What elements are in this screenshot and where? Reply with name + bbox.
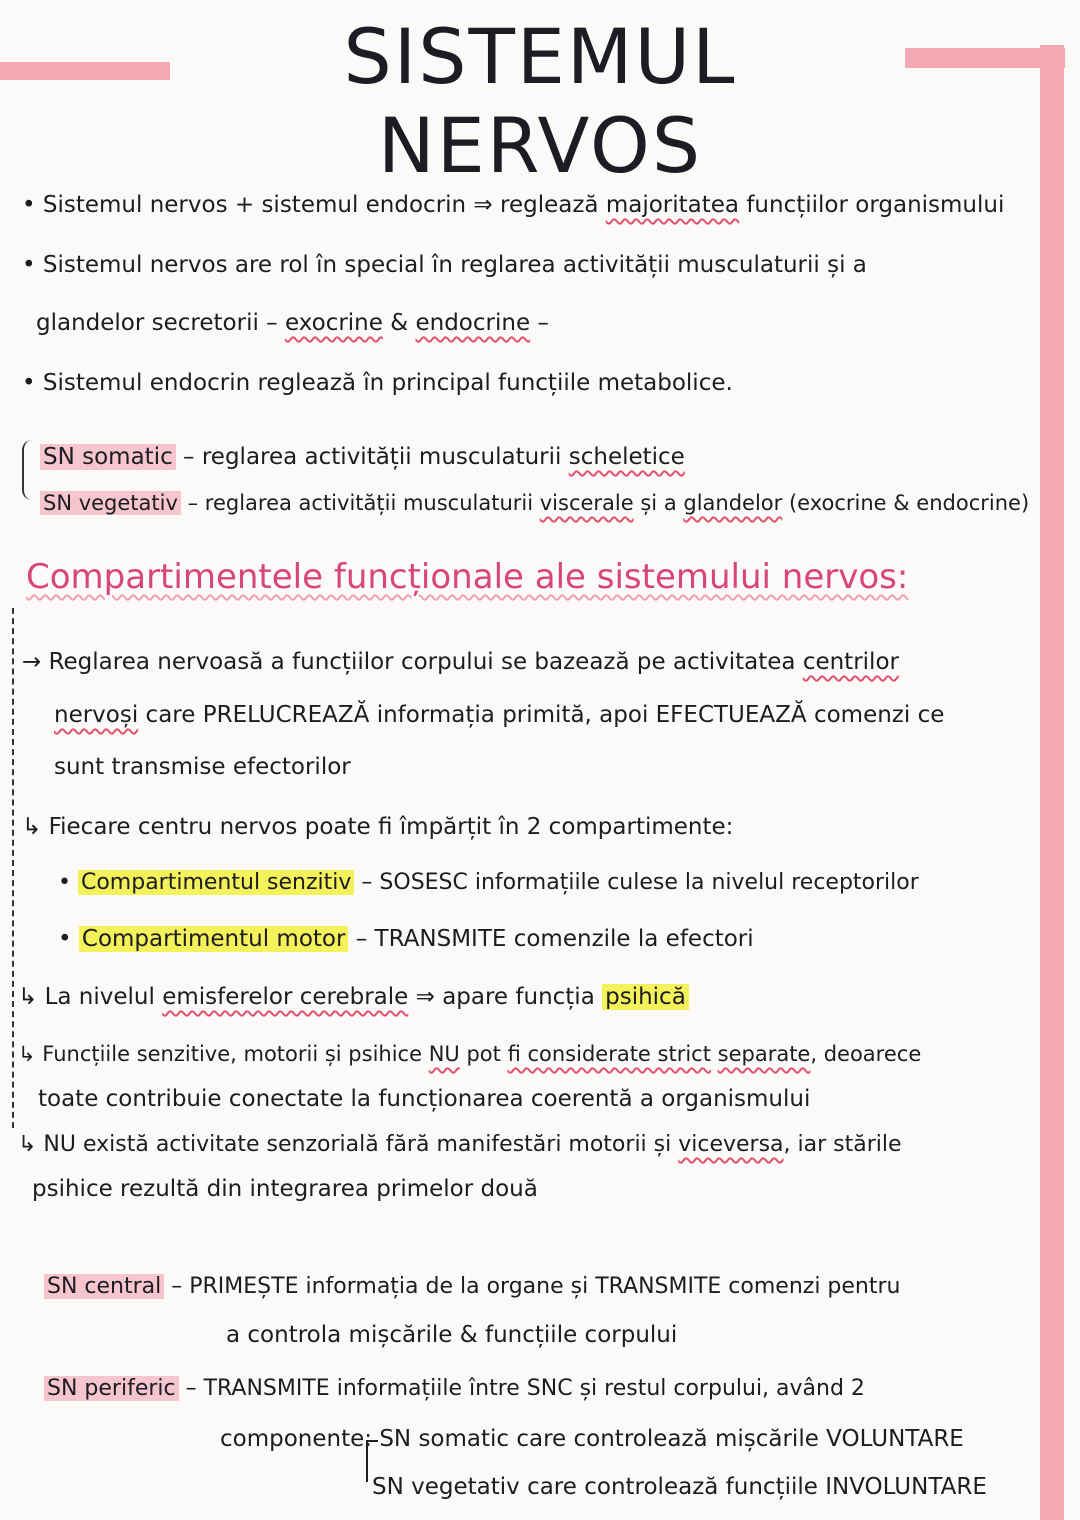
text-segment: psihice rezultă din integrarea primelor două — [32, 1176, 538, 1202]
pink-highlight: SN central — [44, 1274, 164, 1299]
note-line — [22, 248, 867, 282]
text-segment: , iar stările — [783, 1132, 902, 1157]
underlined-text: nervoși — [54, 702, 139, 728]
text-segment: – TRANSMITE comenzile la efectori — [348, 926, 754, 952]
note-line — [22, 366, 733, 400]
note-line — [36, 306, 549, 340]
underlined-text: majoritatea — [605, 192, 740, 218]
text-segment: – TRANSMITE informațiile între SNC și restul corpului, având 2 — [178, 1376, 865, 1401]
margin-accent — [1040, 45, 1064, 1520]
text-segment: – reglarea activității musculaturii — [180, 491, 540, 515]
text-segment: – SOSESC informațiile culese la nivelul receptorilor — [354, 870, 919, 895]
pink-highlight: SN vegetativ — [40, 491, 181, 515]
note-line — [226, 1318, 677, 1352]
note-line — [22, 188, 1004, 222]
text-segment: • — [58, 926, 79, 952]
note-line — [22, 645, 899, 679]
text-segment: ↳ NU există activitate senzorială fără manifestări motorii și — [18, 1132, 679, 1157]
text-segment: ↳ Fiecare centru nervos poate fi împărțit în 2 compartimente: — [22, 814, 734, 840]
text-segment: ↳ La nivelul — [18, 984, 163, 1010]
note-line — [44, 1372, 865, 1406]
note-line — [18, 1128, 902, 1162]
text-segment: SN vegetativ care controlează funcțiile INVOLUNTARE — [372, 1474, 987, 1500]
text-segment: și a — [633, 491, 684, 515]
text-segment: – — [530, 310, 549, 336]
note-line — [54, 698, 944, 732]
underlined-text: viscerale — [539, 491, 634, 515]
text-segment: & — [382, 310, 416, 336]
text-segment: care PRELUCREAZĂ informația primită, apoi EFECTUEAZĂ comenzi ce — [138, 702, 945, 728]
underlined-text: NU — [428, 1042, 460, 1066]
note-line — [58, 866, 919, 900]
text-segment: → Reglarea nervoasă a funcțiilor corpului se bazează pe activitatea — [22, 649, 803, 675]
yellow-highlight: Compartimentul senzitiv — [78, 870, 354, 895]
note-line — [18, 980, 689, 1014]
underlined-text: Compartimentele funcționale ale sistemului nervos: — [26, 557, 909, 597]
dashed-connector — [12, 608, 14, 1128]
text-segment: • Sistemul nervos are rol în special în reglarea activității musculaturii și a — [22, 252, 867, 278]
text-segment: , deoarece — [810, 1042, 922, 1066]
note-line — [32, 1172, 538, 1206]
note-line — [38, 1082, 810, 1116]
note-line — [44, 1270, 900, 1304]
text-segment: ⇒ apare funcția — [408, 984, 603, 1010]
text-segment: sunt transmise efectorilor — [54, 754, 351, 780]
text-segment: • Sistemul nervos + sistemul endocrin ⇒ reglează — [22, 192, 606, 218]
text-segment: • Sistemul endocrin reglează în principal funcțiile metabolice. — [22, 370, 733, 396]
text-segment: glandelor secretorii – — [36, 310, 285, 336]
page-title: SISTEMUL NERVOS — [343, 12, 737, 190]
pink-highlight: SN periferic — [44, 1376, 179, 1401]
underlined-text: endocrine — [415, 310, 531, 336]
title-accent-left — [0, 62, 170, 80]
note-line — [58, 922, 754, 956]
text-segment: componente: SN somatic care controlează mișcările VOLUNTARE — [220, 1426, 964, 1452]
text-segment: • — [58, 870, 78, 895]
note-line — [40, 486, 1029, 520]
text-segment: (exocrine & endocrine) — [782, 491, 1030, 515]
underlined-text: emisferelor cerebrale — [162, 984, 409, 1010]
text-segment: – reglarea activității musculaturii — [175, 444, 569, 470]
yellow-highlight: Compartimentul motor — [79, 926, 349, 952]
pink-highlight: SN somatic — [40, 444, 176, 470]
text-segment: pot — [459, 1042, 508, 1066]
note-line — [22, 810, 733, 844]
note-line — [54, 750, 351, 784]
note-line — [40, 440, 685, 474]
note-line — [18, 1037, 921, 1071]
text-segment: ↳ Funcțiile senzitive, motorii și psihice — [18, 1042, 429, 1066]
underlined-text: glandelor — [683, 491, 783, 515]
text-segment: toate contribuie conectate la funcționarea coerentă a organismului — [38, 1086, 811, 1112]
underlined-text: separate — [717, 1042, 811, 1066]
underlined-text: scheletice — [568, 444, 685, 470]
underlined-text: centrilor — [802, 649, 899, 675]
section-heading — [26, 557, 909, 597]
text-segment — [711, 1042, 718, 1066]
underlined-text: viceversa — [678, 1132, 784, 1157]
text-segment: funcțiilor organismului — [739, 192, 1005, 218]
yellow-highlight: psihică — [602, 984, 689, 1010]
note-line — [372, 1470, 987, 1504]
text-segment: a controla mișcările & funcțiile corpului — [226, 1322, 678, 1348]
text-segment: – PRIMEȘTE informația de la organe și TRANSMITE comenzi pentru — [164, 1274, 901, 1299]
note-line — [220, 1422, 964, 1456]
underlined-text: fi considerate strict — [507, 1042, 711, 1066]
underlined-text: exocrine — [284, 310, 383, 336]
bracket-arrow — [22, 440, 34, 500]
